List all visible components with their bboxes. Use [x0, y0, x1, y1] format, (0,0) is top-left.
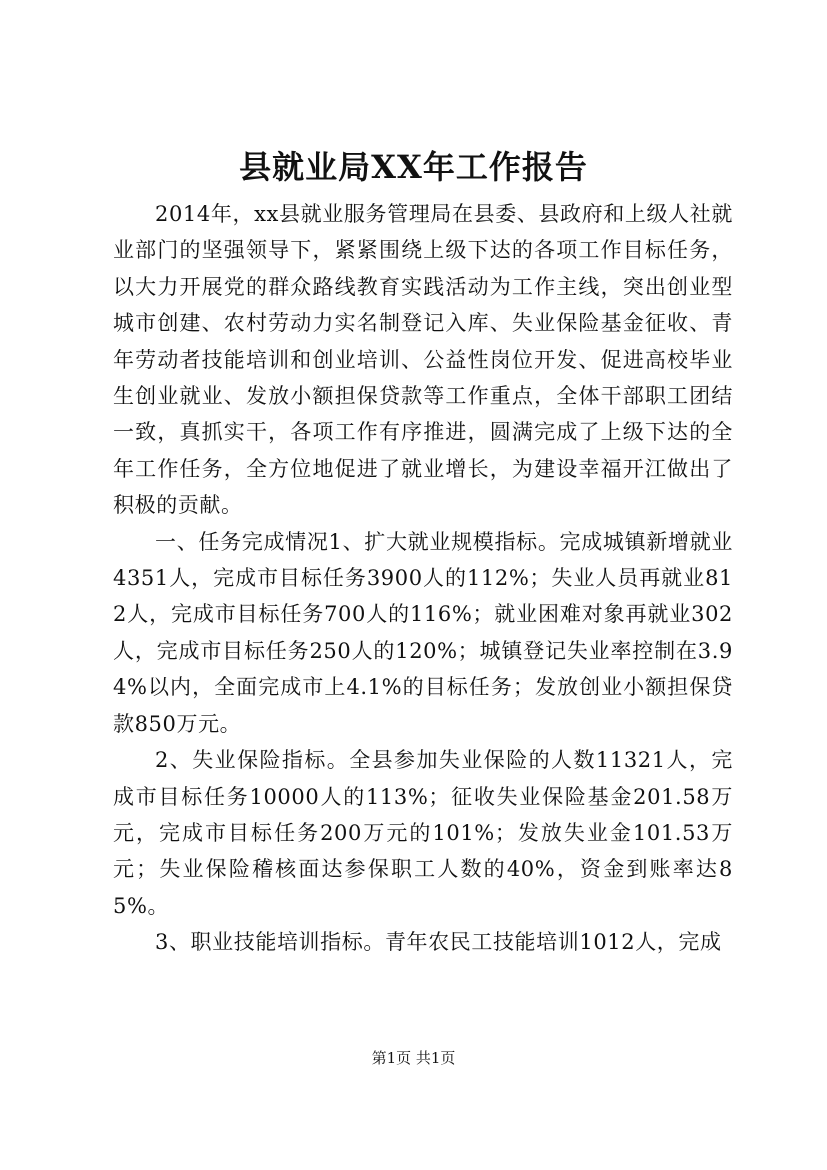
paragraph-unemployment-insurance: 2、失业保险指标。全县参加失业保险的人数11321人，完成市目标任务10000人的113%；征收失业保险基金201.58万元，完成市目标任务200万元的101%；发放失业金101.53万元；失业保险稽核面达参保职工人数的40%，资金到账率达85%。 — [113, 748, 733, 918]
page-footer: 第1页 共1页 — [371, 1049, 456, 1067]
document-body — [113, 196, 733, 961]
paragraph-skills-training: 3、职业技能培训指标。青年农民工技能培训1012人，完成 — [155, 930, 722, 955]
document-title: 县就业局XX年工作报告 — [239, 148, 588, 186]
paragraph-employment-scale: 一、任务完成情况1、扩大就业规模指标。完成城镇新增就业4351人，完成市目标任务3900人的112%；失业人员再就业812人，完成市目标任务700人的116%；就业困难对象再就业302人，完成市目标任务250人的120%；城镇登记失业率控制在3.94%以内，全面完成市上4.1%的目标任务；发放创业小额担保贷款850万元。 — [113, 529, 733, 736]
paragraph-summary: 2014年，xx县就业服务管理局在县委、县政府和上级人社就业部门的坚强领导下，紧紧围绕上级下达的各项工作目标任务，以大力开展党的群众路线教育实践活动为工作主线，突出创业型城市创建、农村劳动力实名制登记入库、失业保险基金征收、青年劳动者技能培训和创业培训、公益性岗位开发、促进高校毕业生创业就业、发放小额担保贷款等工作重点，全体干部职工团结一致，真抓实干，各项工作有序推进，圆满完成了上级下达的全年工作任务，全方位地促进了就业增长，为建设幸福开江做出了积极的贡献。 — [113, 202, 733, 518]
